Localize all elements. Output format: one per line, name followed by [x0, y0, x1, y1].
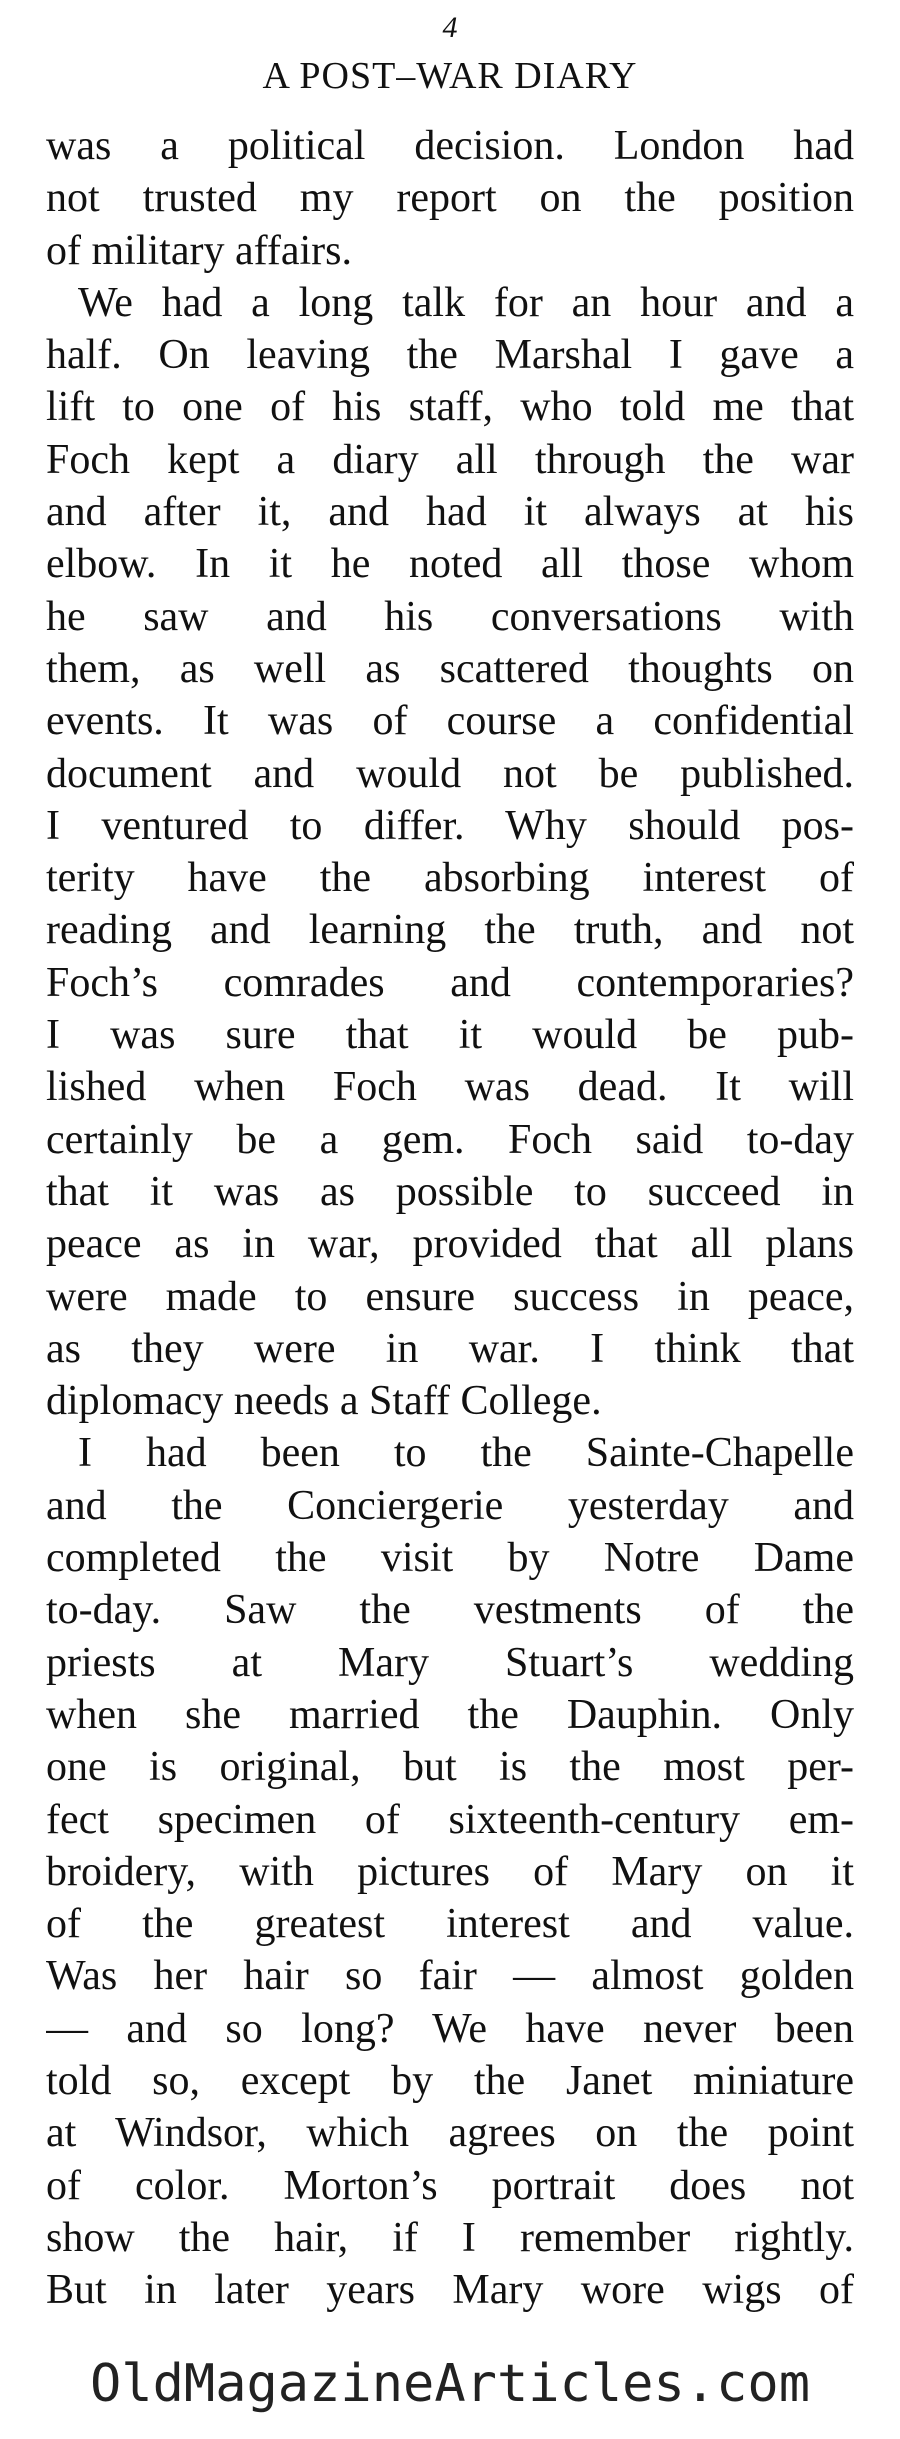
text-line: peace as in war, provided that all plans — [46, 1221, 854, 1268]
text-line: Was her hair so fair — almost golden — [46, 1953, 854, 2000]
text-line: he saw and his conversations with — [46, 593, 854, 640]
page-number: 4 — [442, 11, 458, 44]
text-line: one is original, but is the most per- — [46, 1744, 854, 1791]
text-line: events. It was of course a confidential — [46, 698, 854, 745]
text-line: lished when Foch was dead. It will — [46, 1064, 854, 1111]
text-line: when she married the Dauphin. Only — [46, 1691, 854, 1738]
text-line: show the hair, if I remember rightly. — [46, 2214, 854, 2261]
text-line: certainly be a gem. Foch said to-day — [46, 1116, 854, 1163]
text-line: them, as well as scattered thoughts on — [46, 645, 854, 692]
text-line: told so, except by the Janet miniature — [46, 2057, 854, 2104]
text-line: We had a long talk for an hour and a — [78, 279, 854, 326]
text-line: elbow. In it he noted all those whom — [46, 541, 854, 588]
text-line: of military affairs. — [46, 227, 352, 274]
text-line: I had been to the Sainte-Chapelle — [78, 1430, 854, 1477]
text-line: Foch’s comrades and contemporaries? — [46, 959, 854, 1006]
text-line: not trusted my report on the position — [46, 175, 854, 222]
text-line: of color. Morton’s portrait does not — [46, 2162, 854, 2209]
text-line: diplomacy needs a Staff College. — [46, 1378, 602, 1425]
text-line: But in later years Mary wore wigs of — [46, 2267, 854, 2314]
text-line: — and so long? We have never been — [46, 2005, 854, 2052]
text-line: fect specimen of sixteenth-century em- — [46, 1796, 854, 1843]
text-line: priests at Mary Stuart’s wedding — [46, 1639, 854, 1686]
text-line: broidery, with pictures of Mary on it — [46, 1848, 854, 1895]
text-line: to-day. Saw the vestments of the — [46, 1587, 854, 1634]
text-line: Foch kept a diary all through the war — [46, 436, 854, 483]
text-line: completed the visit by Notre Dame — [46, 1535, 854, 1582]
text-line: as they were in war. I think that — [46, 1325, 854, 1372]
text-line: that it was as possible to succeed in — [46, 1168, 854, 1215]
text-line: at Windsor, which agrees on the point — [46, 2110, 854, 2157]
text-line: terity have the absorbing interest of — [46, 855, 854, 902]
text-line: reading and learning the truth, and not — [46, 907, 854, 954]
text-line: lift to one of his staff, who told me that — [46, 384, 854, 431]
text-line: and the Conciergerie yesterday and — [46, 1482, 854, 1529]
text-line: and after it, and had it always at his — [46, 489, 854, 536]
running-head: A POST–WAR DIARY — [262, 55, 638, 97]
article-body — [46, 120, 854, 2316]
site-watermark: OldMagazineArticles.com — [89, 2354, 811, 2414]
text-line: document and would not be published. — [46, 750, 854, 797]
text-line: was a political decision. London had — [46, 123, 854, 169]
text-line: of the greatest interest and value. — [46, 1901, 854, 1948]
text-line: half. On leaving the Marshal I gave a — [46, 332, 854, 379]
text-line: were made to ensure success in peace, — [46, 1273, 854, 1320]
text-line: I ventured to differ. Why should pos- — [46, 802, 854, 849]
text-line: I was sure that it would be pub- — [46, 1012, 854, 1059]
